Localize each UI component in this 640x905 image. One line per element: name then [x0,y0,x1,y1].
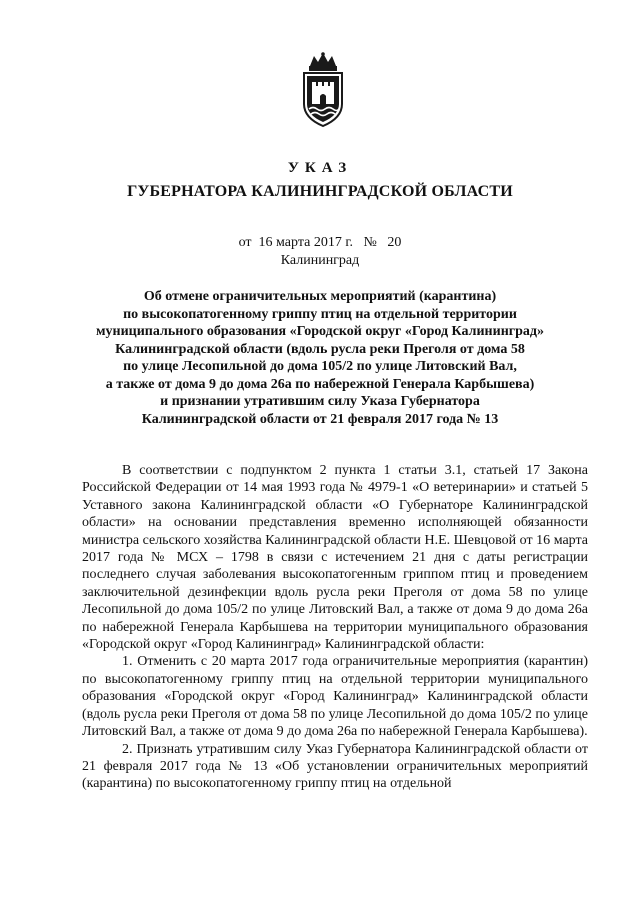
document-number: 20 [387,235,402,250]
document-subject [60,288,580,428]
date-number-line [0,235,640,251]
coat-of-arms-icon [298,52,348,130]
clause-1-paragraph: 1. Отменить с 20 марта 2017 года ограничительные мероприятия (карантин) по высокопатогенному гриппу птиц на отдельной территории муниципального образования «Городской округ «Город Калининград» Калининградской области (вдоль русла реки Преголя от дома 58 по улице Лесопильной до дома 105/2 по улице Литовский Вал, а также от дома 9 до дома 26а по набережной Генерала Карбышева). [82,654,588,740]
clause-2-paragraph: 2. Признать утратившим силу Указ Губернатора Калининградской области от 21 февраля 2017 года № 13 «Об установлении ограничительных мероприятий (карантина) по высокопатогенному гриппу птиц на отдельной [82,741,588,792]
document-type-title: УКАЗ [287,160,353,176]
date-prefix: от [238,235,252,250]
issuer-title: ГУБЕРНАТОРА КАЛИНИНГРАДСКОЙ ОБЛАСТИ [127,183,513,200]
city-name: Калининград [280,253,360,268]
subject-line: Калининградской области (вдоль русла реки Преголя от дома 58 [115,341,525,357]
preamble-paragraph: В соответствии с подпунктом 2 пункта 1 статьи 3.1, статьей 17 Закона Российской Федерации от 14 мая 1993 года № 4979-1 «О ветеринарии» и статьей 5 Уставного закона Калининградской области «О Губернаторе Калининградской области» на основании представления временно исполняющей обязанности министра сельского хозяйства Калининградской области Н.Е. Шевцовой от 16 марта 2017 года № МСХ – 1798 в связи с истечением 21 дня с даты регистрации последнего случая заболевания высокопатогенным гриппом птиц и проведением заключительной дезинфекции вдоль русла реки Преголя от дома 58 по улице Лесопильной до дома 105/2 по улице Литовский Вал, а также от дома 9 до дома 26а по набережной Генерала Карбышева на территории муниципального образования «Городской округ «Город Калининград» Калининградской области: [82,463,588,653]
subject-line: Об отмене ограничительных мероприятий (карантина) [143,289,497,304]
document-body [82,462,588,793]
document-date: 16 марта 2017 г. [258,235,354,250]
subject-line: и признании утратившим силу Указа Губернатора [160,394,480,409]
subject-line: а также от дома 9 до дома 26а по набережной Генерала Карбышева) [105,376,535,392]
subject-line: муниципального образования «Городской округ «Город Калининград» [96,324,544,339]
subject-line: по улице Лесопильной до дома 105/2 по улице Литовский Вал, [123,359,517,374]
number-sign: № [363,235,377,250]
subject-line: Калининградской области от 21 февраля 2017 года № 13 [141,411,499,427]
subject-line: по высокопатогенному гриппу птиц на отдельной территории [123,306,517,322]
